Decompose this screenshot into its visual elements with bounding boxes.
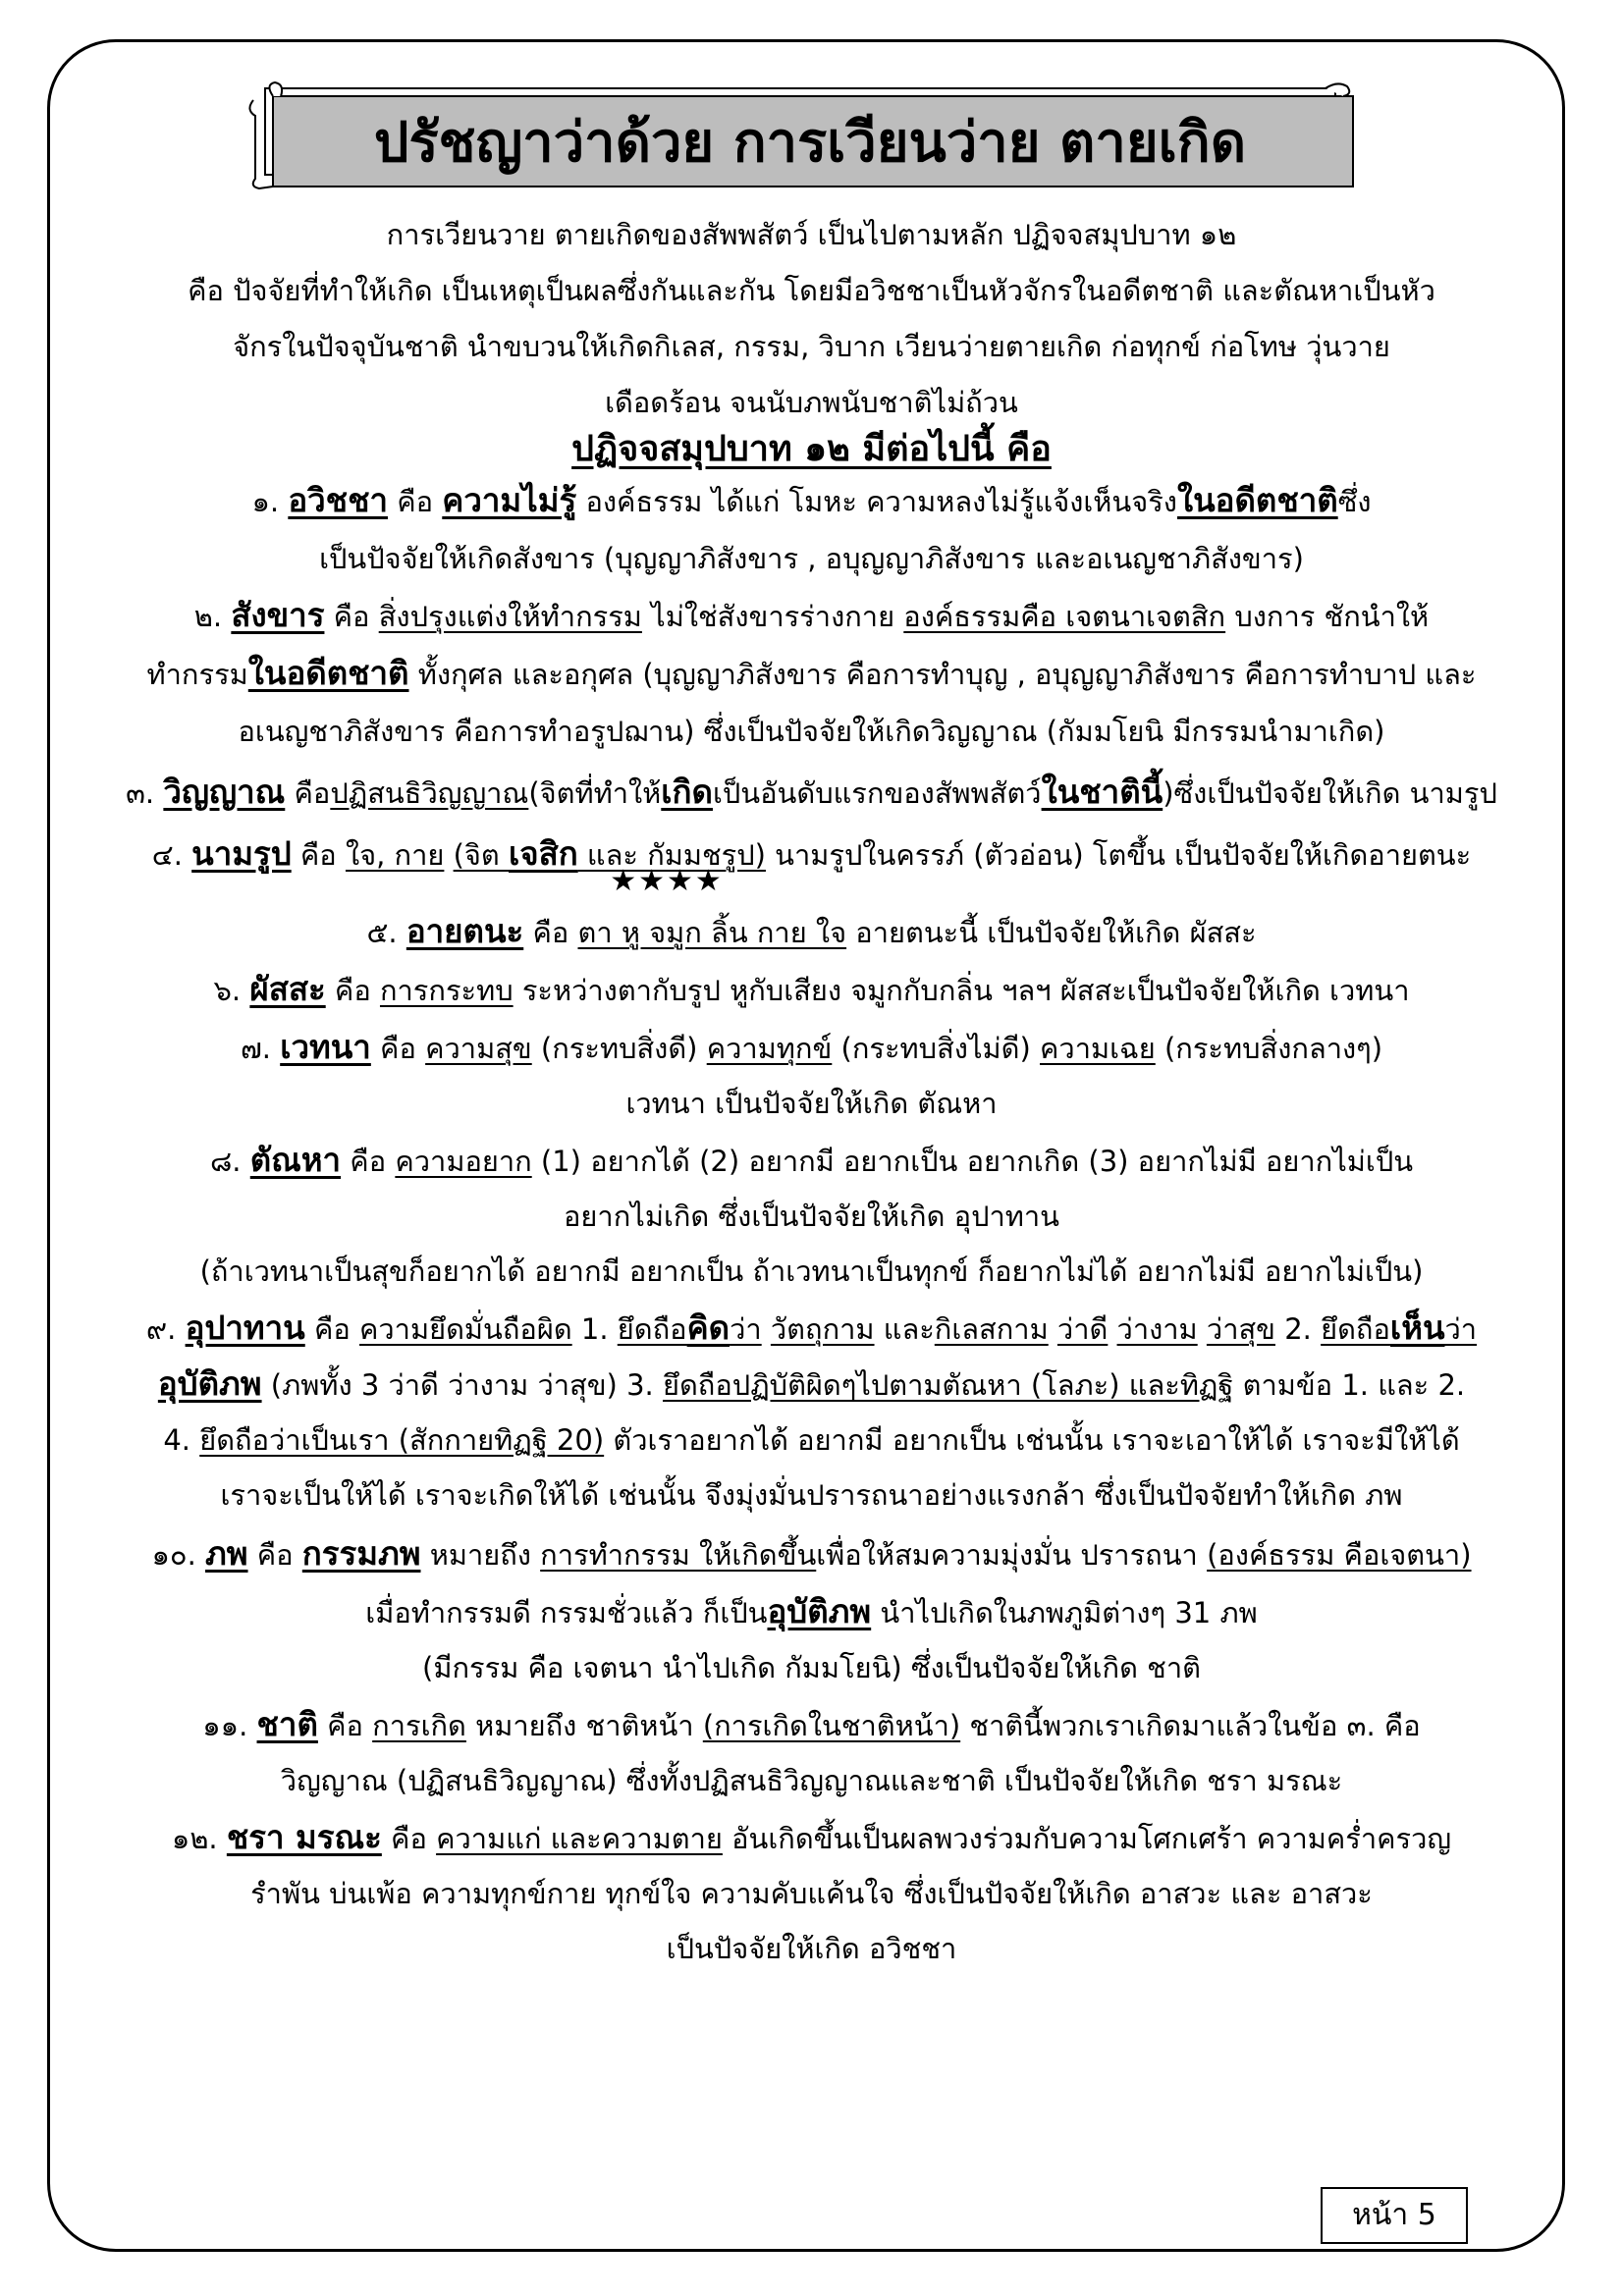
text-line bbox=[98, 775, 1525, 810]
body-text: 2. bbox=[1275, 1312, 1322, 1346]
key-term: ภพ bbox=[205, 1534, 248, 1573]
body-text: ๑๒. bbox=[171, 1822, 227, 1855]
body-text: องค์ธรรม ได้แก่ โมหะ ความหลงไม่รู้แจ้งเห็นจริง bbox=[576, 485, 1177, 518]
text-line bbox=[98, 1423, 1525, 1457]
body-text: ไม่ใช่สังขารร่างกาย bbox=[641, 600, 904, 633]
key-term: คิด bbox=[686, 1308, 730, 1347]
body-text: อันเกิดขึ้นเป็นผลพวงร่วมกับความโศกเศร้า ความคร่ำครวญ bbox=[722, 1822, 1452, 1855]
emphasis-text: ยึดถือว่าเป็นเรา (สักกายทิฏฐิ 20) bbox=[199, 1423, 605, 1457]
text-line bbox=[98, 1255, 1525, 1288]
key-term: ในอดีตชาติ bbox=[1176, 481, 1338, 519]
text-line bbox=[98, 912, 1525, 950]
emphasis-text: วัตถุกาม bbox=[770, 1312, 875, 1346]
key-term: ความไม่รู้ bbox=[442, 481, 577, 519]
body-text: คือ bbox=[324, 600, 379, 633]
body-text: คือ bbox=[381, 1822, 437, 1855]
text-line bbox=[98, 1534, 1525, 1573]
emphasis-text: ว่า bbox=[730, 1312, 762, 1346]
body-text: ตามข้อ 1. และ 2. bbox=[1233, 1368, 1466, 1402]
body-text: (กระทบสิ่งดี) bbox=[531, 1032, 707, 1065]
page-number: หน้า 5 bbox=[1321, 2187, 1468, 2244]
emphasis-text: และ กัมมชรูป) bbox=[577, 838, 766, 872]
emphasis-text: (การเกิดในชาติหน้า) bbox=[702, 1709, 961, 1742]
text-line bbox=[98, 1818, 1525, 1856]
body-text: ๖. bbox=[213, 974, 250, 1007]
body-text: เป็นปัจจัยให้เกิดสังขาร (บุญญาภิสังขาร , อบุญญาภิสังขาร และอเนญชาภิสังขาร) bbox=[319, 542, 1304, 575]
body-text: ชาตินี้พวกเราเกิดมาแล้วในข้อ ๓. คือ bbox=[960, 1709, 1421, 1742]
emphasis-text: องค์ธรรมคือ เจตนาเจตสิก bbox=[903, 600, 1226, 633]
intro-line: จักรในปัจจุบันชาติ นำขบวนให้เกิดกิเลส, กรรม, วิบาก เวียนว่ายตายเกิด ก่อทุกข์ ก่อโทษ วุ่นวาย bbox=[233, 330, 1390, 363]
text-line bbox=[98, 1877, 1525, 1910]
text-line bbox=[98, 596, 1525, 634]
body-text: คือ bbox=[325, 974, 380, 1007]
body-text: ทำกรรม bbox=[146, 658, 248, 691]
key-term: สังขาร bbox=[231, 596, 325, 634]
body-text: นามรูปในครรภ์ (ตัวอ่อน) โตขึ้น เป็นปัจจัยให้เกิดอายตนะ bbox=[765, 838, 1472, 872]
dependent-origination-list bbox=[98, 481, 1525, 1965]
body-text: (กระทบสิ่งกลางๆ) bbox=[1155, 1032, 1383, 1065]
text-line bbox=[98, 1764, 1525, 1797]
text-line bbox=[98, 1141, 1525, 1179]
body-text: (ถ้าเวทนาเป็นสุขก็อยากได้ อยากมี อยากเป็น ถ้าเวทนาเป็นทุกข์ ก็อยากไม่ได้ อยากไม่มี อยากไม่เป็น) bbox=[199, 1255, 1424, 1288]
document-body bbox=[98, 218, 1525, 1965]
body-text bbox=[762, 1312, 771, 1346]
body-text: ๕. bbox=[366, 916, 406, 949]
text-line bbox=[98, 1592, 1525, 1630]
body-text: อายตนะนี้ เป็นปัจจัยให้เกิด ผัสสะ bbox=[846, 916, 1257, 949]
emphasis-text: ความสุข bbox=[425, 1032, 532, 1065]
text-line bbox=[98, 542, 1525, 575]
emphasis-text: ว่าสุข bbox=[1206, 1312, 1275, 1346]
emphasis-text: ความยึดมั่นถือผิด bbox=[359, 1312, 572, 1346]
emphasis-text: สิ่งปรุงแต่งให้ทำกรรม bbox=[378, 600, 642, 633]
emphasis-text: ใจ, กาย bbox=[345, 838, 445, 872]
body-text bbox=[444, 838, 453, 872]
body-text: อเนญชาภิสังขาร คือการทำอรูปฌาน) ซึ่งเป็นปัจจัยให้เกิดวิญญาณ (กัมมโยนิ มีกรรมนำมาเกิด) bbox=[238, 715, 1385, 748]
body-text: (มีกรรม คือ เจตนา นำไปเกิด กัมมโยนิ) ซึ่งเป็นปัจจัยให้เกิด ชาติ bbox=[422, 1651, 1201, 1684]
text-line bbox=[98, 1932, 1525, 1965]
body-text bbox=[1108, 1312, 1116, 1346]
body-text: ๔. bbox=[151, 838, 192, 872]
emphasis-text: การกระทบ bbox=[379, 974, 514, 1007]
key-term: ในอดีตชาติ bbox=[247, 654, 409, 692]
key-term: ชรา มรณะ bbox=[226, 1818, 382, 1856]
body-text: รำพัน บ่นเพ้อ ความทุกข์กาย ทุกข์ใจ ความคับแค้นใจ ซึ่งเป็นปัจจัยให้เกิด อาสวะ และ อาสวะ bbox=[250, 1877, 1373, 1910]
page-title: ปรัชญาว่าด้วย การเวียนว่าย ตายเกิด bbox=[373, 111, 1247, 175]
key-term: ชาติ bbox=[256, 1705, 318, 1743]
body-text: 1. bbox=[571, 1312, 618, 1346]
body-text: (กระทบสิ่งไม่ดี) bbox=[832, 1032, 1041, 1065]
emphasis-text: การเกิด bbox=[372, 1709, 466, 1742]
text-line bbox=[98, 1478, 1525, 1512]
key-term: อวิชชา bbox=[288, 481, 389, 519]
body-text: 4. bbox=[163, 1423, 200, 1457]
body-text: นำไปเกิดในภพภูมิต่างๆ 31 ภพ bbox=[871, 1596, 1258, 1629]
key-term: อุบัติภพ bbox=[157, 1364, 262, 1403]
body-text: คือ bbox=[291, 838, 346, 872]
key-term: วิญญาณ bbox=[163, 773, 286, 811]
text-line bbox=[98, 654, 1525, 692]
key-term: เจสิก bbox=[508, 834, 578, 873]
text-line bbox=[98, 1028, 1525, 1066]
body-text: คือ bbox=[317, 1709, 373, 1742]
body-text: คือ bbox=[304, 1312, 359, 1346]
body-text: คือ bbox=[247, 1538, 302, 1572]
intro-line: คือ ปัจจัยที่ทำให้เกิด เป็นเหตุเป็นผลซึ่งกันและกัน โดยมีอวิชชาเป็นหัวจักรในอดีตชาติ และตัณหาเป็นหัว bbox=[188, 274, 1435, 307]
emphasis-text: ยึดถือ bbox=[1321, 1312, 1390, 1346]
body-text: เราจะเป็นให้ได้ เราจะเกิดให้ได้ เช่นนั้น จึงมุ่งมั่นปรารถนาอย่างแรงกล้า ซึ่งเป็นปัจจัยทำให้เกิด ภพ bbox=[220, 1478, 1403, 1512]
text-line bbox=[98, 1705, 1525, 1743]
emphasis-text: ความเฉย bbox=[1040, 1032, 1156, 1065]
body-text: เป็นอันดับแรกของสัพพสัตว์ bbox=[712, 776, 1042, 810]
body-text: ตัวเราอยากได้ อยากมี อยากเป็น เช่นนั้น เราจะเอาให้ได้ เราจะมีให้ได้ bbox=[604, 1423, 1460, 1457]
text-line bbox=[98, 1651, 1525, 1684]
body-text: ๑๐. bbox=[151, 1538, 206, 1572]
emphasis-text: (จิต bbox=[453, 838, 509, 872]
body-text: ๒. bbox=[193, 600, 232, 633]
key-term: ผัสสะ bbox=[249, 970, 326, 1008]
body-text: )ซึ่งเป็นปัจจัยให้เกิด นามรูป bbox=[1163, 776, 1497, 810]
text-line bbox=[98, 1087, 1525, 1120]
body-text: คือ bbox=[370, 1032, 426, 1065]
intro-line: การเวียนวาย ตายเกิดของสัพพสัตว์ เป็นไปตามหลัก ปฏิจจสมุปบาท ๑๒ bbox=[386, 218, 1237, 251]
key-term: กรรมภพ bbox=[301, 1534, 421, 1573]
section-heading: ปฏิจจสมุปบาท ๑๒ มีต่อไปนี้ คือ bbox=[571, 429, 1052, 469]
body-text: ๘. bbox=[209, 1145, 250, 1178]
body-text: หมายถึง ชาติหน้า bbox=[465, 1709, 703, 1742]
text-line bbox=[98, 1364, 1525, 1403]
body-text: เมื่อทำกรรมดี กรรมชั่วแล้ว ก็เป็น bbox=[365, 1596, 768, 1629]
body-text: (จิตที่ทำให้ bbox=[528, 776, 662, 810]
text-line bbox=[98, 1308, 1525, 1347]
emphasis-text: ยึดถือปฏิบัติผิดๆไปตามตัณหา (โลภะ) และทิฏฐิ bbox=[662, 1368, 1234, 1402]
emphasis-text: ความทุกข์ bbox=[706, 1032, 833, 1065]
intro-paragraph bbox=[98, 218, 1525, 419]
body-text: ระหว่างตากับรูป หูกับเสียง จมูกกับกลิ่น ฯลฯ ผัสสะเป็นปัจจัยให้เกิด เวทนา bbox=[513, 974, 1410, 1007]
emphasis-text: ยึดถือ bbox=[617, 1312, 687, 1346]
star-rating-icon: ★★★★ bbox=[610, 864, 724, 898]
body-text: เพื่อให้สมความมุ่งมั่น ปรารถนา bbox=[816, 1538, 1208, 1572]
emphasis-text: (องค์ธรรม คือเจตนา) bbox=[1207, 1538, 1472, 1572]
key-term: อายตนะ bbox=[406, 912, 524, 950]
intro-line: เดือดร้อน จนนับภพนับชาติไม่ถ้วน bbox=[605, 386, 1018, 419]
body-text: ทั้งกุศล และอกุศล (บุญญาภิสังขาร คือการทำบุญ , อบุญญาภิสังขาร คือการทำบาป และ bbox=[408, 658, 1477, 691]
body-text bbox=[1049, 1312, 1057, 1346]
body-text: เวทนา เป็นปัจจัยให้เกิด ตัณหา bbox=[625, 1087, 998, 1120]
key-term: ตัณหา bbox=[249, 1141, 342, 1179]
emphasis-text: ว่าดี bbox=[1056, 1312, 1109, 1346]
text-line bbox=[98, 481, 1525, 519]
body-text: อยากไม่เกิด ซึ่งเป็นปัจจัยให้เกิด อุปาทาน bbox=[564, 1200, 1059, 1233]
body-text: (1) อยากได้ (2) อยากมี อยากเป็น อยากเกิด (3) อยากไม่มี อยากไม่เป็น bbox=[531, 1145, 1414, 1178]
key-term: เกิด bbox=[661, 773, 713, 811]
body-text: หมายถึง bbox=[420, 1538, 541, 1572]
emphasis-text: ความแก่ และความตาย bbox=[436, 1822, 723, 1855]
key-term: อุบัติภพ bbox=[767, 1592, 872, 1630]
text-line bbox=[98, 715, 1525, 748]
body-text: ๑. bbox=[251, 485, 289, 518]
body-text: ๑๑. bbox=[202, 1709, 257, 1742]
body-text: วิญญาณ (ปฏิสนธิวิญญาณ) ซึ่งทั้งปฏิสนธิวิญญาณและชาติ เป็นปัจจัยให้เกิด ชรา มรณะ bbox=[280, 1764, 1343, 1797]
emphasis-text: ว่างาม bbox=[1116, 1312, 1198, 1346]
text-line bbox=[98, 834, 1525, 873]
body-text: บงการ ชักนำให้ bbox=[1225, 600, 1430, 633]
emphasis-text: การทำกรรม ให้เกิดขึ้น bbox=[540, 1538, 817, 1572]
key-term: ในชาตินี้ bbox=[1041, 773, 1163, 811]
emphasis-text: ว่า bbox=[1444, 1312, 1478, 1346]
body-text: ๗. bbox=[240, 1032, 281, 1065]
text-line bbox=[98, 970, 1525, 1008]
body-text bbox=[1198, 1312, 1207, 1346]
key-term: เห็น bbox=[1389, 1308, 1445, 1347]
body-text: ๙. bbox=[145, 1312, 186, 1346]
body-text: ซึ่ง bbox=[1337, 485, 1372, 518]
title-banner bbox=[245, 80, 1375, 190]
emphasis-text: ตา หู จมูก ลิ้น กาย ใจ bbox=[577, 916, 847, 949]
emphasis-text: กิเลสกาม bbox=[934, 1312, 1049, 1346]
body-text: ๓. bbox=[126, 776, 164, 810]
body-text: และ bbox=[874, 1312, 935, 1346]
emphasis-text: ปฏิสนธิวิญญาณ bbox=[330, 776, 529, 810]
body-text: เป็นปัจจัยให้เกิด อวิชชา bbox=[666, 1932, 957, 1965]
key-term: เวทนา bbox=[280, 1028, 371, 1066]
body-text: คือ bbox=[285, 776, 331, 810]
key-term: นามรูป bbox=[191, 834, 292, 873]
body-text: คือ bbox=[523, 916, 578, 949]
emphasis-text: ความอยาก bbox=[395, 1145, 532, 1178]
body-text: คือ bbox=[341, 1145, 396, 1178]
key-term: อุปาทาน bbox=[185, 1308, 305, 1347]
body-text: คือ bbox=[388, 485, 443, 518]
text-line bbox=[98, 1200, 1525, 1233]
body-text: (ภพทั้ง 3 ว่าดี ว่างาม ว่าสุข) 3. bbox=[261, 1368, 663, 1402]
